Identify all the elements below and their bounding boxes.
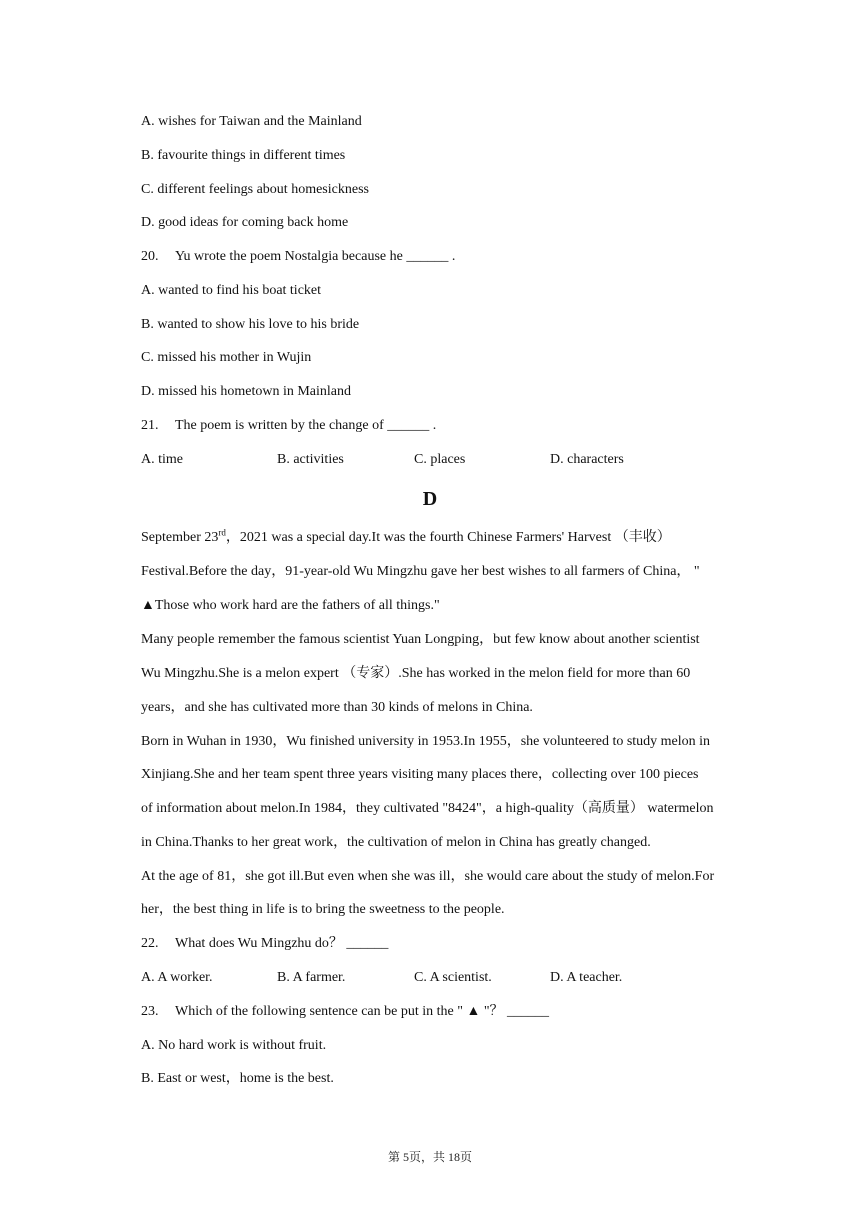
q19-option-b: B. favourite things in different times	[141, 148, 346, 163]
passage-line: in China.Thanks to her great work，the cultivation of melon in China has greatly changed.	[141, 835, 651, 850]
q21-number: 21.	[141, 418, 159, 433]
passage-text: ，2021 was a special day.It was the fourth Chinese Farmers' Harvest （丰收）	[225, 530, 671, 545]
q20-option-b: B. wanted to show his love to his bride	[141, 317, 360, 332]
q20-option-c: C. missed his mother in Wujin	[141, 350, 312, 365]
passage-line: Wu Mingzhu.She is a melon expert （专家）.She has worked in the melon field for more than 60	[141, 666, 691, 681]
q21-stem: The poem is written by the change of ______ .	[175, 418, 437, 433]
passage-line: Xinjiang.She and her team spent three years visiting many places there，collecting over 100 pieces	[141, 767, 699, 782]
passage-date: September 23	[141, 530, 219, 545]
passage-line: her，the best thing in life is to bring the sweetness to the people.	[141, 902, 505, 917]
passage-line	[141, 528, 760, 548]
passage-date-suffix: rd	[218, 527, 226, 538]
q22-option-d: D. A teacher.	[550, 970, 623, 985]
q23-number: 23.	[141, 1004, 159, 1019]
q20-option-d: D. missed his hometown in Mainland	[141, 384, 351, 399]
q22-option-a: A. A worker.	[141, 970, 213, 985]
q21-option-d: D. characters	[550, 452, 624, 467]
passage-line: ▲Those who work hard are the fathers of all things."	[141, 598, 440, 613]
q20-question	[141, 247, 760, 267]
q23-question	[141, 1002, 760, 1022]
q22-question	[141, 934, 760, 954]
q20-option-a: A. wanted to find his boat ticket	[141, 283, 322, 298]
q21-option-a: A. time	[141, 452, 183, 467]
q23-stem: Which of the following sentence can be put in the " ▲ "？ ______	[175, 1004, 550, 1019]
q21-option-b: B. activities	[277, 452, 344, 467]
q23-option-b: B. East or west，home is the best.	[141, 1071, 334, 1086]
q20-stem: Yu wrote the poem Nostalgia because he ______ .	[175, 249, 456, 264]
passage-line: Born in Wuhan in 1930，Wu finished university in 1953.In 1955，she volunteered to study melon in	[141, 734, 711, 749]
passage-line: of information about melon.In 1984，they cultivated "8424"，a high-quality（高质量） watermelon	[141, 801, 714, 816]
section-title: D	[422, 488, 438, 510]
q21-option-c: C. places	[414, 452, 466, 467]
page-footer: 第 5页，共 18页	[387, 1150, 472, 1164]
q22-stem: What does Wu Mingzhu do？ ______	[175, 936, 389, 951]
q19-option-a: A. wishes for Taiwan and the Mainland	[141, 114, 362, 129]
passage-line: Many people remember the famous scientist Yuan Longping，but few know about another scientist	[141, 632, 700, 647]
q22-option-c: C. A scientist.	[414, 970, 492, 985]
q19-option-d: D. good ideas for coming back home	[141, 215, 349, 230]
q22-number: 22.	[141, 936, 159, 951]
passage-line: Festival.Before the day，91-year-old Wu Mingzhu gave her best wishes to all farmers of China， "	[141, 564, 700, 579]
q22-option-b: B. A farmer.	[277, 970, 346, 985]
q20-number: 20.	[141, 249, 159, 264]
q23-option-a: A. No hard work is without fruit.	[141, 1038, 327, 1053]
q19-option-c: C. different feelings about homesickness	[141, 182, 369, 197]
passage-line: years，and she has cultivated more than 30 kinds of melons in China.	[141, 700, 533, 715]
q21-question	[141, 416, 760, 436]
passage-line: At the age of 81，she got ill.But even when she was ill，she would care about the study of melon.For	[141, 869, 715, 884]
